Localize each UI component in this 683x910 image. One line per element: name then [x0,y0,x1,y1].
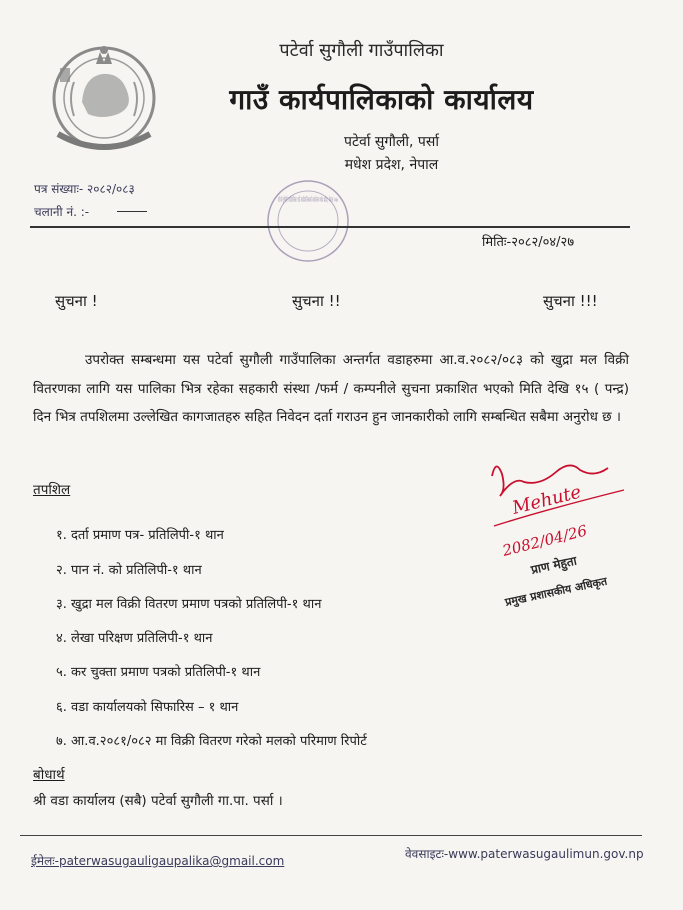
cc-recipient: श्री वडा कार्यालय (सबै) पटेर्वा सुगौली गा.पा. पर्सा । [33,793,283,809]
signature-text: Mehute [510,481,584,519]
office-stamp-text: पटेर्वा सुगौली गाउँपालिका गाउँ कार्यपालिकाको कार्यालय मधेश प्रदेश, नेपाल २०७५ [278,196,484,204]
office-stamp [262,178,484,264]
list-item: ६. वडा कार्यालयको सिफारिस – १ थान [56,700,239,715]
notice-heading-1: सुचना ! [55,292,98,310]
dispatch-number: चलानी नं. :- [34,205,90,219]
office-title: गाउँ कार्यपालिकाको कार्यालय [229,83,534,116]
list-item: ५. कर चुक्ता प्रमाण पत्रको प्रतिलिपी-१ थान [56,665,261,680]
footer-email[interactable]: ईमेलः-paterwasugauligaupalika@gmail.com [31,854,285,868]
list-item: ३. खुद्रा मल विक्री वितरण प्रमाण पत्रको प्रतिलिपी-१ थान [56,597,322,612]
dispatch-blank [117,211,147,212]
address-line-1: पटेर्वा सुगौली, पर्सा [344,134,439,150]
notice-heading-2: सुचना !! [292,292,341,310]
header-rule [30,226,630,228]
cc-heading: बोधार्थ [33,767,65,783]
notice-body: उपरोक्त सम्बन्धमा यस पटेर्वा सुगौली गाउँपालिका अन्तर्गत वडाहरुमा आ.व.२०८२/०८३ को खुद्रा मल विक्री वितरणका लागि यस पालिका भित्र रहेका सहकारी संस्था /फर्म / कम्पनीले सुचना प्रकाशित भएको मिति देखि १५ ( पन्द्र) दिन भित्र तपशिलमा उल्लेखित कागजातहरु सहित निवेदन दर्ता गराउन हुन जानकारीको लागि सम्बन्धित सबैमा अनुरोध छ । [33,352,629,425]
signatory-title: प्रमुख प्रशासकीय अधिकृत [503,574,609,609]
municipality-name: पटेर्वा सुगौली गाउँपालिका [279,40,444,61]
list-item: २. पान नं. को प्रतिलिपी-१ थान [56,563,202,578]
signatory-name: प्राण मेहुता [529,553,578,577]
signature-stamp [484,456,644,614]
list-item: ४. लेखा परिक्षण प्रतिलिपी-१ थान [56,631,213,646]
letter-number: पत्र संख्याः- २०८२/०८३ [34,182,135,196]
footer-website[interactable]: वेवसाइटः-www.paterwasugaulimun.gov.np [405,847,644,861]
letter-date: मितिः-२०८२/०४/२७ [482,235,575,250]
address-line-2: मधेश प्रदेश, नेपाल [344,157,439,173]
signature-date: 2082/04/26 [500,521,589,560]
list-item: १. दर्ता प्रमाण पत्र- प्रतिलिपी-१ थान [56,528,224,543]
list-item: ७. आ.व.२०८१/०८२ मा विक्री वितरण गरेको मलको परिमाण रिपोर्ट [56,734,367,749]
footer-rule [20,835,642,836]
list-heading: तपशिल [33,482,71,498]
notice-heading-3: सुचना !!! [543,292,598,310]
